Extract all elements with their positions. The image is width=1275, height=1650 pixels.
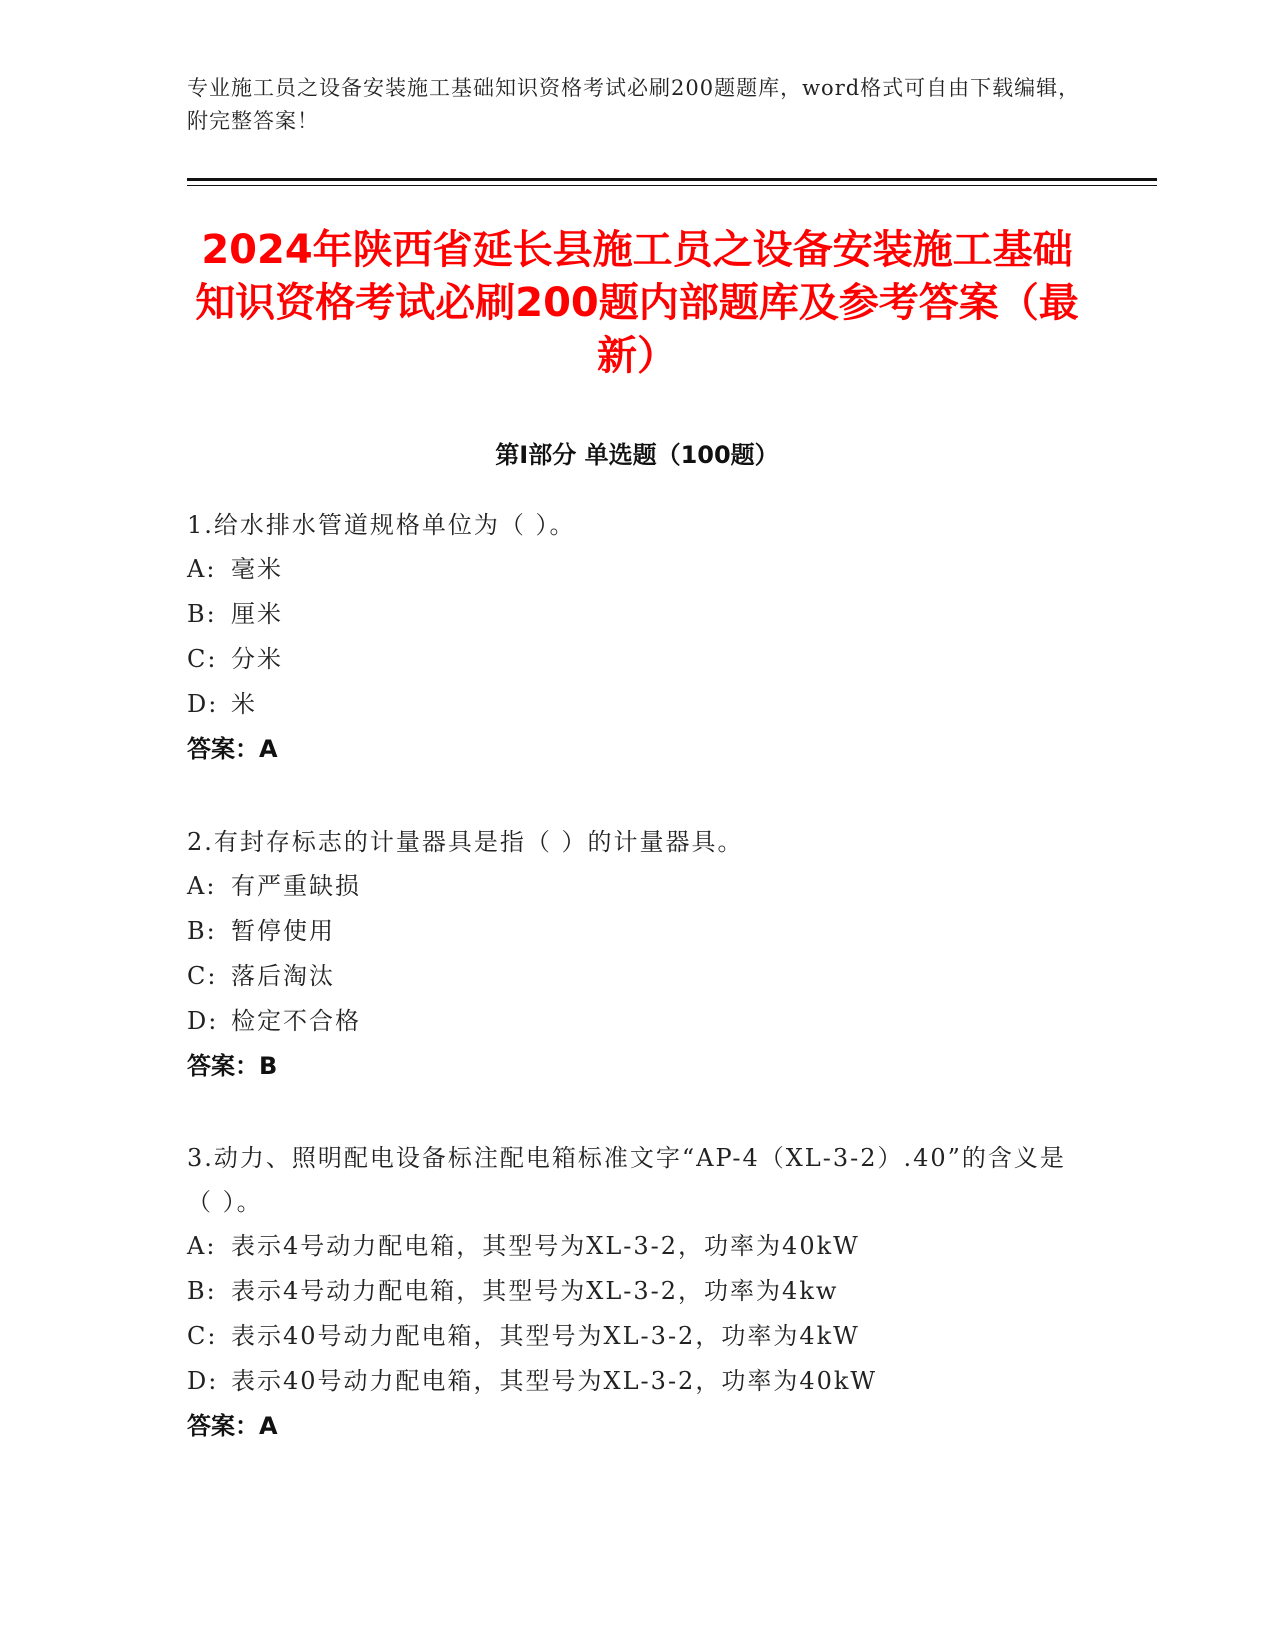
option-b: B: 表示4号动力配电箱，其型号为XL-3-2，功率为4kw xyxy=(187,1277,839,1305)
option-a: A: 表示4号动力配电箱，其型号为XL-3-2，功率为40kW xyxy=(187,1232,860,1260)
question-2 xyxy=(187,820,1087,1089)
answer: 答案：B xyxy=(187,1052,278,1080)
option-b: B: 暂停使用 xyxy=(187,917,335,945)
option-d: D: 表示40号动力配电箱，其型号为XL-3-2，功率为40kW xyxy=(187,1367,878,1395)
question-stem: 2.有封存标志的计量器具是指（ ）的计量器具。 xyxy=(187,828,744,856)
section-heading: 第Ⅰ部分 单选题（100题） xyxy=(495,441,779,469)
answer: 答案：A xyxy=(187,735,278,763)
option-d: D: 检定不合格 xyxy=(187,1007,361,1035)
document-title: 2024年陕西省延长县施工员之设备安装施工基础知识资格考试必刷200题内部题库及参考答案（最新） xyxy=(195,227,1079,379)
option-c: C: 表示40号动力配电箱，其型号为XL-3-2，功率为4kW xyxy=(187,1322,860,1350)
option-c: C: 落后淘汰 xyxy=(187,962,335,990)
option-c: C: 分米 xyxy=(187,645,283,673)
question-stem: 3.动力、照明配电设备标注配电箱标准文字“AP-4（XL-3-2）.40”的含义是（ ）。 xyxy=(187,1144,1066,1216)
header-rule-thin xyxy=(187,185,1157,186)
question-3 xyxy=(187,1136,1087,1449)
answer: 答案：A xyxy=(187,1412,278,1440)
option-d: D: 米 xyxy=(187,690,257,718)
header-rule-thick xyxy=(187,178,1157,181)
question-1 xyxy=(187,503,1087,772)
option-b: B: 厘米 xyxy=(187,600,283,628)
option-a: A: 有严重缺损 xyxy=(187,872,361,900)
header-note: 专业施工员之设备安装施工基础知识资格考试必刷200题题库，word格式可自由下载编辑，附完整答案！ xyxy=(187,76,1081,133)
question-stem: 1.给水排水管道规格单位为（ ）。 xyxy=(187,511,576,539)
option-a: A: 毫米 xyxy=(187,555,283,583)
